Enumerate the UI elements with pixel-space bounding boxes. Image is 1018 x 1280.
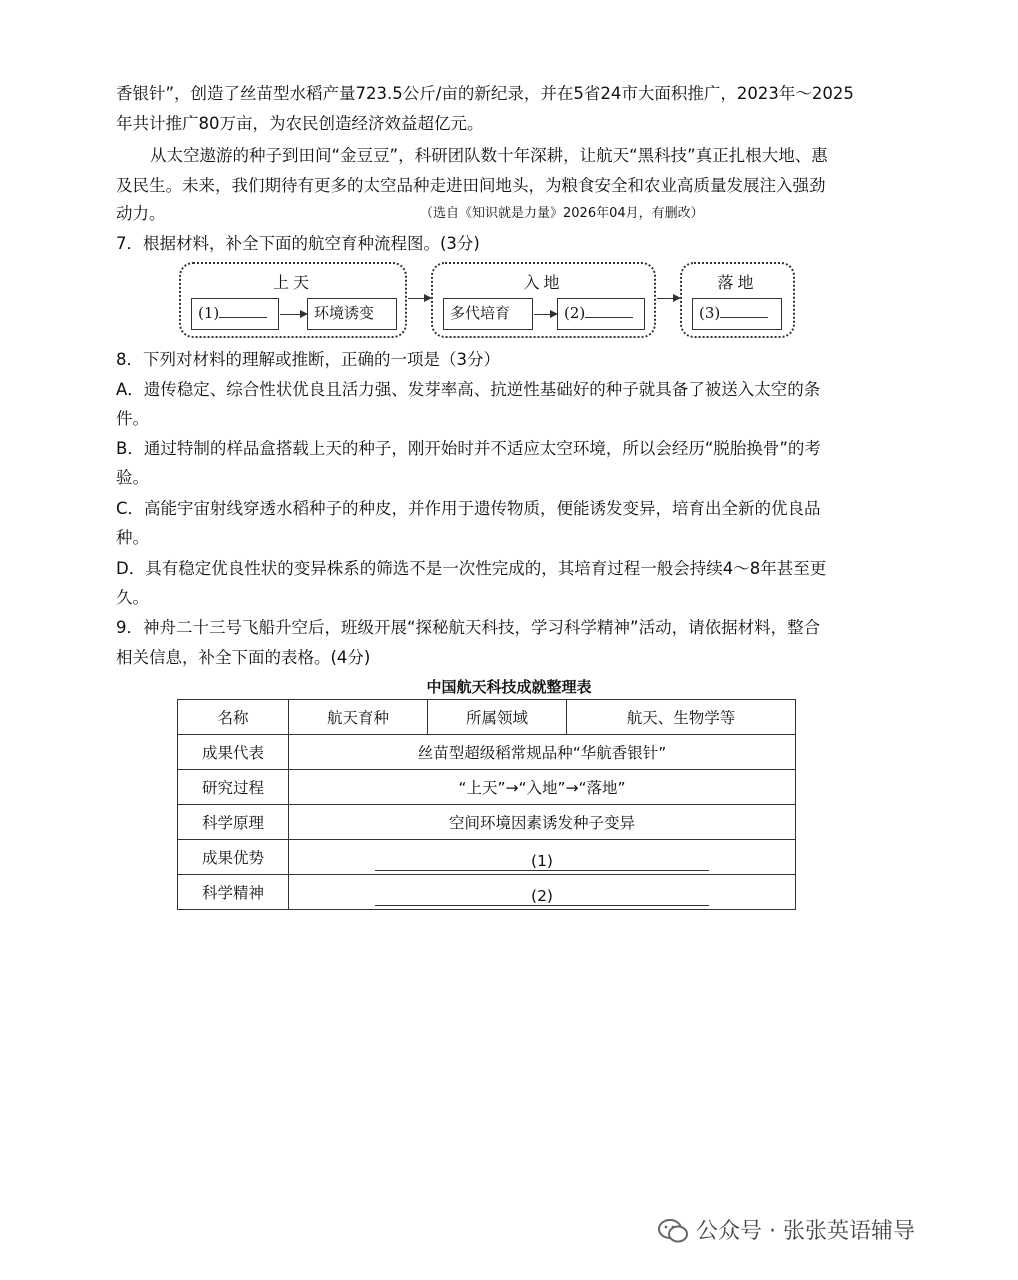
blank-number: (2) bbox=[531, 886, 553, 905]
stage-3-blank-box bbox=[692, 298, 782, 330]
passage-line: 动力。 bbox=[116, 204, 166, 223]
table-cell: 航天、生物学等 bbox=[567, 700, 796, 735]
question-8-prompt: 8．下列对材料的理解或推断，正确的一项是（3分） bbox=[116, 350, 500, 369]
option-a-cont: 件。 bbox=[116, 409, 149, 428]
option-c-cont: 种。 bbox=[116, 528, 149, 547]
watermark-text: 公众号 · 张张英语辅导 bbox=[696, 1219, 915, 1244]
question-9-prompt-cont: 相关信息，补全下面的表格。(4分) bbox=[116, 648, 371, 667]
table-row bbox=[178, 840, 796, 875]
option-b-cont: 验。 bbox=[116, 468, 149, 487]
answer-cell-1[interactable] bbox=[289, 840, 796, 875]
table-row-label: 科学精神 bbox=[178, 875, 289, 910]
stage-2-title: 入地 bbox=[523, 273, 564, 292]
stage-2-box-1: 多代培育 bbox=[443, 298, 533, 330]
question-9-prompt: 9．神舟二十三号飞船升空后，班级开展“探秘航天科技，学习科学精神”活动，请依据材料，整合 bbox=[116, 618, 821, 637]
table-row bbox=[178, 805, 796, 840]
answer-cell-2[interactable] bbox=[289, 875, 796, 910]
answer-blank[interactable] bbox=[720, 301, 768, 318]
stage-2-blank-box bbox=[557, 298, 645, 330]
source-citation: （选自《知识就是力量》2026年04月，有删改） bbox=[420, 206, 704, 221]
table-cell: 航天育种 bbox=[289, 700, 428, 735]
flow-stage-2 bbox=[431, 262, 656, 338]
passage-line: 及民生。未来，我们期待有更多的太空品种走进田间地头，为粮食安全和农业高质量发展注入强劲 bbox=[116, 176, 826, 195]
blank-number: (3) bbox=[699, 304, 721, 322]
wechat-icon bbox=[658, 1218, 688, 1244]
option-a[interactable]: A．遗传稳定、综合性状优良且活力强、发芽率高、抗逆性基础好的种子就具备了被送入太空的条 bbox=[116, 380, 821, 399]
option-c[interactable]: C．高能宇宙射线穿透水稻种子的种皮，并作用于遗传物质，便能诱发变异，培育出全新的优良品 bbox=[116, 499, 821, 518]
achievement-table bbox=[177, 699, 796, 910]
table-cell: 名称 bbox=[178, 700, 289, 735]
table-row bbox=[178, 735, 796, 770]
flow-stage-3 bbox=[680, 262, 795, 338]
stage-1-title: 上天 bbox=[272, 273, 313, 292]
table-row-label: 研究过程 bbox=[178, 770, 289, 805]
answer-blank[interactable] bbox=[585, 301, 633, 318]
arrow-icon bbox=[534, 314, 556, 315]
option-d[interactable]: D．具有稳定优良性状的变异株系的筛选不是一次性完成的，其培育过程一般会持续4～8年甚至更 bbox=[116, 559, 827, 578]
table-row-label: 科学原理 bbox=[178, 805, 289, 840]
table-cell: 空间环境因素诱发种子变异 bbox=[289, 805, 796, 840]
table-row bbox=[178, 770, 796, 805]
arrow-icon bbox=[657, 298, 679, 299]
stage-1-blank-box bbox=[191, 298, 279, 330]
table-cell: 所属领域 bbox=[428, 700, 567, 735]
passage-line: 从太空遨游的种子到田间“金豆豆”，科研团队数十年深耕，让航天“黑科技”真正扎根大地、惠 bbox=[150, 146, 828, 165]
blank-number: (2) bbox=[564, 304, 586, 322]
option-b[interactable]: B．通过特制的样品盒搭载上天的种子，刚开始时并不适应太空环境，所以会经历“脱胎换骨”的考 bbox=[116, 439, 821, 458]
table-row bbox=[178, 875, 796, 910]
flow-stage-1 bbox=[179, 262, 407, 338]
passage-line: 年共计推广80万亩，为农民创造经济效益超亿元。 bbox=[116, 114, 484, 133]
answer-blank[interactable] bbox=[219, 301, 267, 318]
table-title: 中国航天科技成就整理表 bbox=[426, 678, 592, 696]
table-cell: 丝苗型超级稻常规品种“华航香银针” bbox=[289, 735, 796, 770]
question-7-prompt: 7．根据材料，补全下面的航空育种流程图。(3分) bbox=[116, 234, 480, 253]
arrow-icon bbox=[408, 298, 430, 299]
table-row-label: 成果优势 bbox=[178, 840, 289, 875]
table-row-label: 成果代表 bbox=[178, 735, 289, 770]
stage-1-box-2: 环境诱变 bbox=[307, 298, 397, 330]
option-d-cont: 久。 bbox=[116, 588, 149, 607]
table-row bbox=[178, 700, 796, 735]
table-cell: “上天”→“入地”→“落地” bbox=[289, 770, 796, 805]
blank-number: (1) bbox=[531, 851, 553, 870]
blank-number: (1) bbox=[198, 304, 220, 322]
arrow-icon bbox=[280, 314, 306, 315]
stage-3-title: 落地 bbox=[717, 273, 758, 292]
passage-line: 香银针”，创造了丝苗型水稻产量723.5公斤/亩的新纪录，并在5省24市大面积推广，2023年～2025 bbox=[116, 84, 854, 103]
